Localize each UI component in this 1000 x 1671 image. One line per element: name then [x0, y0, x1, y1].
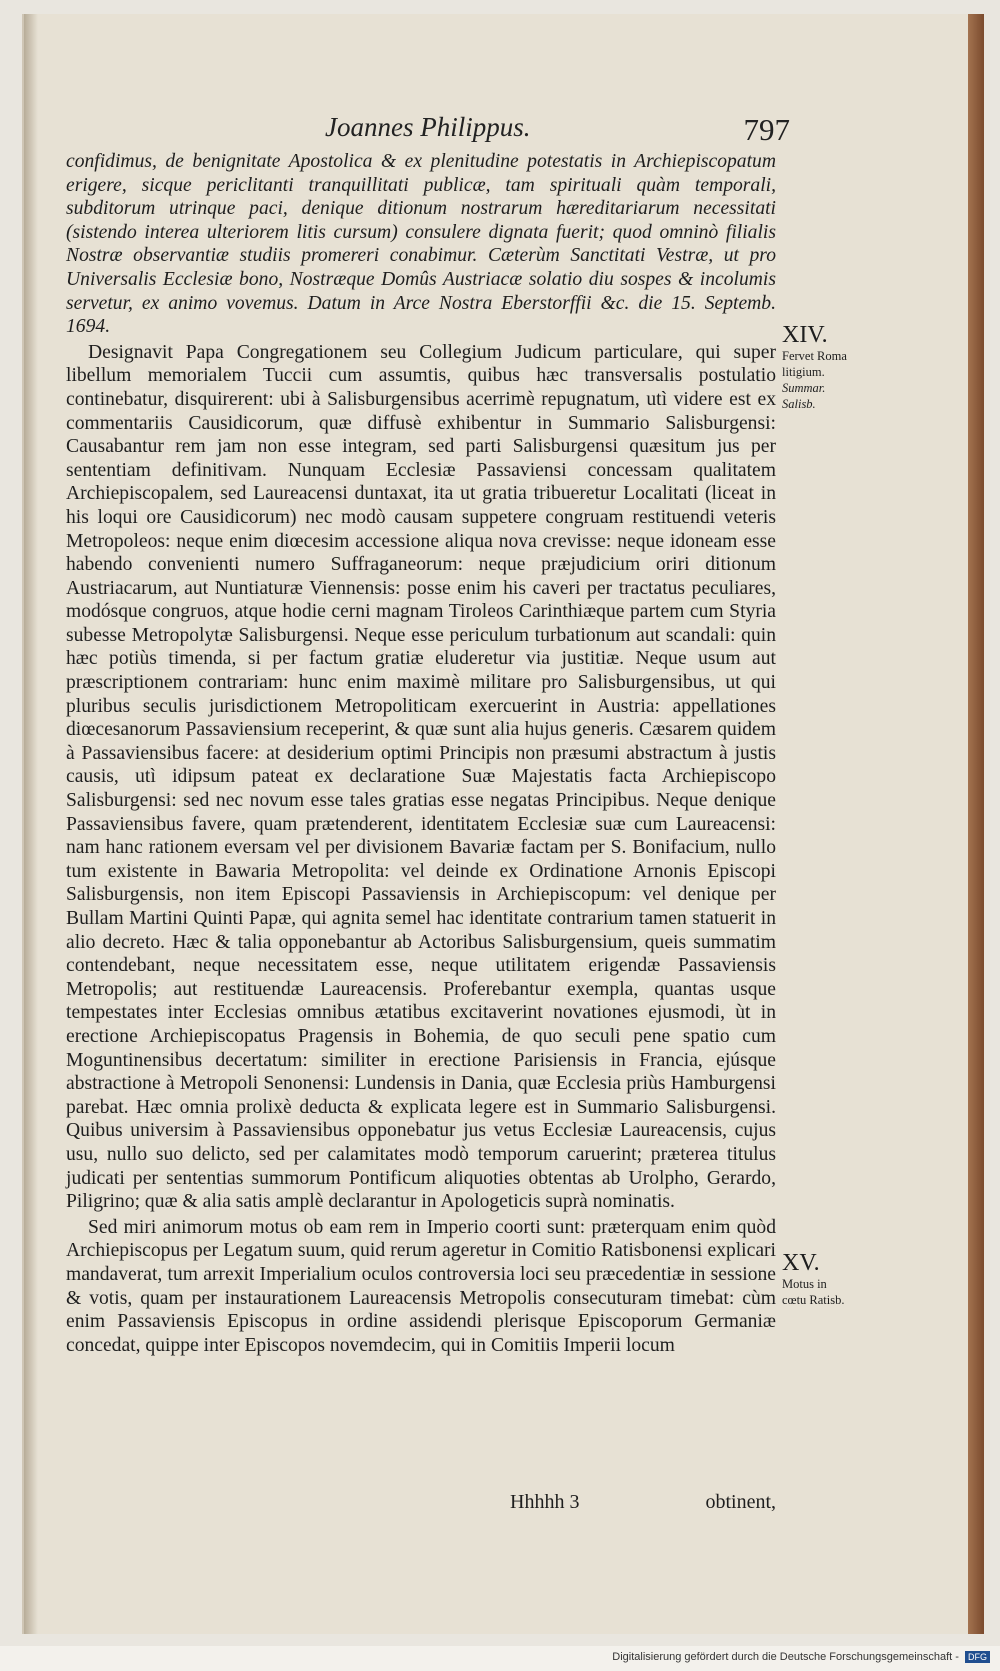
- margin-note-line: cœtu Ratisb.: [782, 1293, 845, 1307]
- margin-note-xv: [782, 1250, 882, 1308]
- margin-note-line: Motus in: [782, 1277, 827, 1291]
- gutter-shadow: [24, 14, 38, 1634]
- page-number: 797: [743, 112, 790, 147]
- section-number: XIV.: [782, 322, 828, 348]
- credit-text: Digitalisierung gefördert durch die Deutsche Forschungsgemeinschaft -: [612, 1651, 959, 1663]
- page-edge: [968, 14, 984, 1634]
- paragraph-xv: Sed miri animorum motus ob eam rem in Imperio coorti sunt: præterquam enim quòd Archiepiscopus per Legatum suum, quid rerum ageretur in Comitio Ratisbonensi explicari mandaverat, tum arrexit Imperialium oculos controversia loci seu præcedentiæ in sessione & votis, quam per instaurationem Laureacensis Metropolis consecuturam timebat: cùm enim Passaviensis Episcopus in ordine assidendi plerisque Episcoporum Germaniæ concedat, quippe inter Episcopos novemdecim, qui in Comitiis Imperii locum: [66, 1216, 776, 1356]
- margin-note-line: Salisb.: [782, 397, 816, 411]
- margin-note-line: Fervet Roma: [782, 349, 847, 363]
- catchword: obtinent,: [705, 1491, 776, 1513]
- paragraph-xiv: Designavit Papa Congregationem seu Collegium Judicum particulare, qui super libellum memorialem Tuccii cum assumtis, quibus hæc transversalis postulatio continebatur, disquirerent: ubi à Salisburgensibus acerrimè repugnatum, utì videre est ex commentariis Causidicorum, quæ diffusè exhibentur in Summario Salisburgensi: Causabantur rem jam non esse integram, sed parti Salisburgensi quæsitum jus per sententiam definitivam. Nunquam Ecclesiæ Passaviensi concessam qualitatem Archiepiscopalem, sed Laureacensi duntaxat, ita ut gratia tribueretur Localitati (liceat in his loqui ore Causidicorum) nec modò causam suppetere congruam restituendi veteris Metropoleos: neque enim diœcesim accessione aliqua nova crevisse: neque idoneam esse habendo convenienti numero Suffraganeorum: neque præjudicium oriri ditionum Austriacarum, aut Nuntiaturæ Viennensis: posse enim his caveri per tractatus peculiares, modósque congruos, atque hodie cerni magnam Tiroleos Carinthiæque partem cum Styria subesse Metropolytæ Salisburgensi. Neque esse periculum turbationum aut scandali: quin hæc potiùs timenda, si per factum gratiæ eluderetur via justitiæ. Neque usum aut præscriptionem contrariam: hunc enim maximè militare pro Salisburgensibus, ut qui pluribus seculis jurisdictionem Metropoliticam exercuerint in Austria: appellationes diœcesanorum Passaviensium receperint, & quæ sunt alia hujus generis. Cæsarem quidem à Passaviensibus facere: at desiderium optimi Principis non præsumi abstractum à justis causis, utì idipsum pateat ex declaratione Suæ Majestatis facta Archiepiscopo Salisburgensi: sed nec novum esse tales gratias esse negatas Principibus. Neque denique Passaviensibus favere, quam prætenderent, identitatem Ecclesiæ suæ cum Laureacensi: nam hanc rationem eversam vel per divisionem Bavariæ factam per S. Bonifacium, nullo tum existente in Bawaria Metropolita: vel deinde ex Ordinatione Arnonis Episcopi Salisburgensis, non item Episcopi Passaviensis in Archiepiscopum: vel denique per Bullam Martini Quinti Papæ, qui agnita semel hac identitate contrarium tamen statuerit in alio decreto. Hæc & talia opponebantur ab Actoribus Salisburgensium, queis summatim contendebant, neque necessitatem esse, neque utilitatem erigendæ Passaviensis Metropolis; aut restituendæ Laureacensis. Proferebantur exempla, quantas usque tempestates inter Ecclesias omnibus ætatibus excitaverint novationes ejusmodi, ùt in erectione Archiepiscopatus Pragensis in Bohemia, de quo seculi pene spatio cum Moguntinensibus decertatum: similiter in erectione Parisiensis in Francia, ejúsque abstractione à Metropoli Senonensi: Lundensis in Dania, quæ Ecclesia priùs Hamburgensi parebat. Hæc omnia prolixè deducta & explicata legere est in Summario Salisburgensi. Quibus universim à Passaviensibus opponebatur jus vetus Ecclesiæ Laureacensis, cujus usu, nullo suo delicto, sed per calamitates modò temporum caruerint; præterea titulus judicati per sententias summorum Pontificum aliquoties obtentas ab Urolpho, Gerardo, Piligrino; quæ & alia satis amplè declarantur in Apologeticis suprà nominatis.: [66, 341, 776, 1213]
- running-head: Joannes Philippus.: [325, 112, 531, 142]
- dfg-logo: DFG: [965, 1651, 990, 1663]
- page-header: [60, 112, 790, 152]
- margin-note-line: litigium.: [782, 365, 825, 379]
- margin-note-xiv: [782, 322, 882, 412]
- section-number: XV.: [782, 1250, 820, 1276]
- main-text: [66, 150, 776, 1357]
- italic-letter-ending: confidimus, de benignitate Apostolica & ex plenitudine potestatis in Archiepiscopatum erigere, sicque periclitanti tranquillitati publicæ, tam spirituali quàm temporali, subditorum utrinque paci, denique ditionum nostrarum hæreditariarum necessitati (sistendo interea ulteriorem litis cursum) consulere dignata fuerit; quod omninò filialis Nostræ observantiæ studiis promereri conabimur. Cæterùm Sanctitati Vestræ, ut pro Universalis Ecclesiæ bono, Nostræque Domûs Austriacæ solatio diu sospes & incolumis servetur, ex animo vovemus. Datum in Arce Nostra Eberstorffii &c. die 15. Septemb. 1694.: [66, 151, 776, 338]
- digitization-credit: [612, 1651, 990, 1663]
- margin-note-line: Summar.: [782, 381, 826, 395]
- signature-mark: Hhhhh 3: [510, 1491, 580, 1513]
- page-foot: [66, 1491, 776, 1521]
